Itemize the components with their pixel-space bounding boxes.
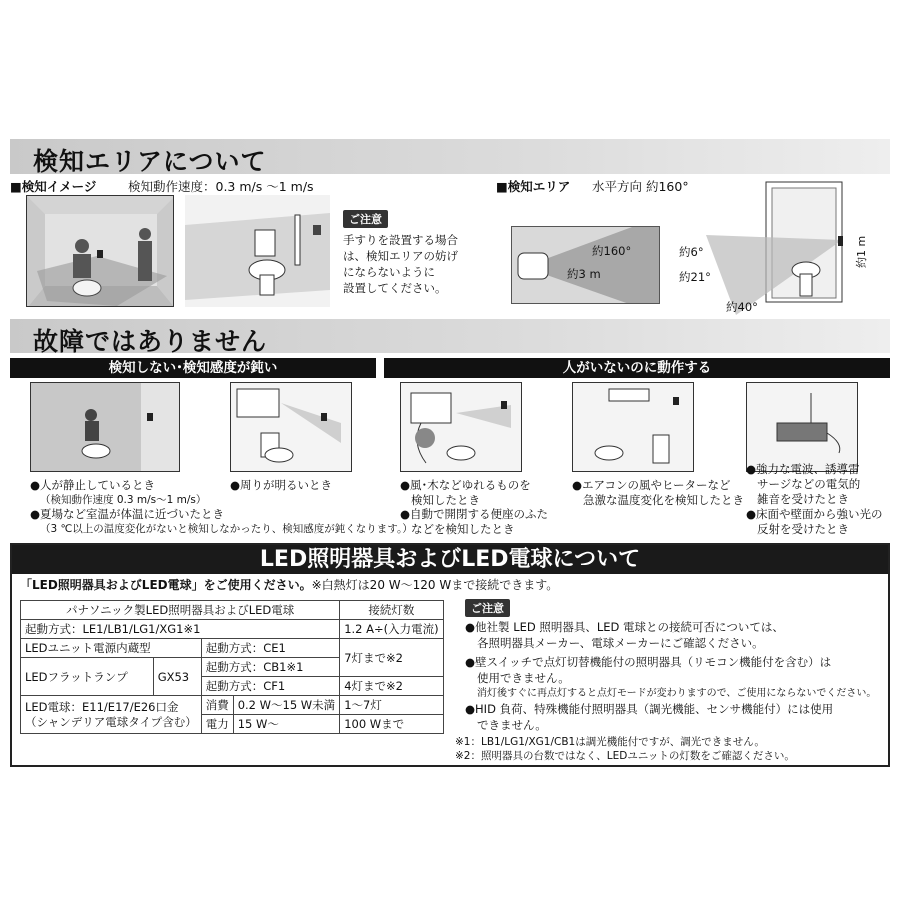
table-cell: 起動方式：CF1: [201, 677, 339, 696]
fault-radio-2: サージなどの電気的: [757, 477, 861, 491]
table-header-count: 接続灯数: [340, 601, 443, 620]
radio-noise-illustration: [746, 382, 858, 472]
distance-3m-label: 約3 m: [567, 267, 601, 281]
table-cell: 起動方式：CB1※1: [201, 658, 339, 677]
fault-radio-4: ●床面や壁面から強い光の: [746, 507, 883, 521]
caution-tag: ご注意: [343, 210, 388, 228]
fault-bright-1: ●周りが明るいとき: [230, 478, 333, 492]
caution-line-4: 設置してください。: [343, 281, 447, 295]
table-cell: 1.2 A÷(入力電流): [340, 620, 443, 639]
led-note-1: ●他社製 LED 照明器具、LED 電球との接続可否については、: [465, 620, 784, 634]
fault-wind-3: ●自動で開閉する便座のふた: [400, 507, 549, 521]
plant-wind-illustration: [400, 382, 522, 472]
caution-line-1: 手すりを設置する場合: [343, 233, 458, 247]
fault-radio-3: 雑音を受けたとき: [757, 492, 849, 506]
fault-still-2: （検知動作速度 0.3 m/s〜1 m/s）: [40, 494, 207, 506]
table-cell: 4灯まで※2: [340, 677, 443, 696]
room-detection-illustration: [26, 195, 174, 307]
bulb-line-1: LED電球：E11/E17/E26口金: [25, 699, 179, 714]
angle-40-label: 約40°: [726, 300, 758, 314]
led-note-2: 各照明器具メーカー、電球メーカーにご確認ください。: [477, 636, 764, 650]
table-cell: 0.2 W〜15 W未満: [233, 696, 339, 715]
bright-room-illustration: [230, 382, 352, 472]
led-section-title: LED照明器具およびLED電球について: [12, 545, 888, 574]
section-title-detection-area: 検知エリアについて: [33, 147, 267, 176]
handrail-illustration: [185, 195, 330, 307]
fault-still-3: ●夏場など室温が体温に近づいたとき: [30, 507, 225, 521]
led-note-7: できません。: [477, 718, 547, 732]
caution-line-2: は、検知エリアの妨げ: [343, 249, 458, 263]
table-cell: 電力: [201, 715, 233, 734]
angle-160-label: 約160°: [592, 244, 632, 258]
detection-horizontal: 水平方向 約160°: [592, 179, 689, 194]
table-cell: 起動方式：CE1: [201, 639, 339, 658]
fault-radio-5: 反射を受けたとき: [757, 522, 849, 536]
aircon-heater-illustration: [572, 382, 694, 472]
table-cell: 起動方式：LE1/LB1/LG1/XG1※1: [21, 620, 340, 639]
table-cell: 15 W〜: [233, 715, 339, 734]
led-note-4: 使用できません。: [477, 671, 570, 685]
led-note-3: ●壁スイッチで点灯切替機能付の照明器具（リモコン機能付を含む）は: [465, 655, 832, 669]
not-detecting-bar: 検知しない･検知感度が鈍い: [10, 358, 376, 378]
detection-speed: 検知動作速度：0.3 m/s 〜1 m/s: [128, 179, 314, 194]
table-cell: 100 Wまで: [340, 715, 443, 734]
led-footnote-2: ※2：照明器具の台数ではなく、LEDユニットの灯数をご確認ください。: [455, 750, 795, 762]
table-cell: 7灯まで※2: [340, 639, 443, 677]
fault-aircon-2: 急激な温度変化を検知したとき: [583, 493, 744, 507]
top-view-diagram: [511, 226, 660, 304]
table-cell: LEDユニット電源内蔵型: [21, 639, 202, 658]
table-cell: 1〜7灯: [340, 696, 443, 715]
false-trigger-bar: 人がいないのに動作する: [384, 358, 890, 378]
table-header-fixtures: パナソニック製LED照明器具およびLED電球: [21, 601, 340, 620]
led-intro: 「LED照明器具およびLED電球」をご使用ください。※白熱灯は20 W〜120 Wまで接続できます。: [20, 578, 559, 592]
fault-still-1: ●人が静止しているとき: [30, 478, 156, 492]
side-view-diagram: [696, 180, 866, 320]
led-spec-table: [20, 600, 444, 734]
fault-wind-4: などを検知したとき: [411, 522, 515, 536]
fault-radio-1: ●強力な電波、誘導雷: [746, 462, 860, 476]
height-1m-label: 約1 m: [855, 235, 868, 268]
led-note-5: 消灯後すぐに再点灯すると点灯モードが変わりますので、ご使用にならないでください。: [477, 688, 877, 699]
table-cell: LEDフラットランプ: [21, 658, 154, 696]
angle-21-label: 約21°: [679, 270, 711, 284]
fault-wind-2: 検知したとき: [411, 493, 480, 507]
still-person-illustration: [30, 382, 180, 472]
caution-line-3: にならないように: [343, 265, 435, 279]
detection-image-heading: ■検知イメージ: [10, 179, 97, 194]
led-caution-tag: ご注意: [465, 599, 510, 617]
fault-still-4: （3 ℃以上の温度変化がないと検知しなかったり、検知感度が鈍くなります。）: [40, 523, 413, 535]
led-note-6: ●HID 負荷、特殊機能付照明器具（調光機能、センサ機能付）には使用: [465, 702, 834, 716]
fault-aircon-1: ●エアコンの風やヒーターなど: [572, 478, 731, 492]
fault-wind-1: ●風･木などゆれるものを: [400, 478, 531, 492]
bulb-line-2: （シャンデリア電球タイプ含む）: [25, 714, 197, 729]
detection-area-heading: ■検知エリア: [496, 179, 571, 194]
section-title-not-fault: 故障ではありません: [33, 327, 268, 356]
table-cell: 消費: [201, 696, 233, 715]
led-footnote-1: ※1：LB1/LG1/XG1/CB1は調光機能付ですが、調光できません。: [455, 736, 765, 748]
table-cell: [21, 696, 202, 734]
angle-6-label: 約6°: [679, 245, 704, 259]
table-cell: GX53: [153, 658, 201, 696]
